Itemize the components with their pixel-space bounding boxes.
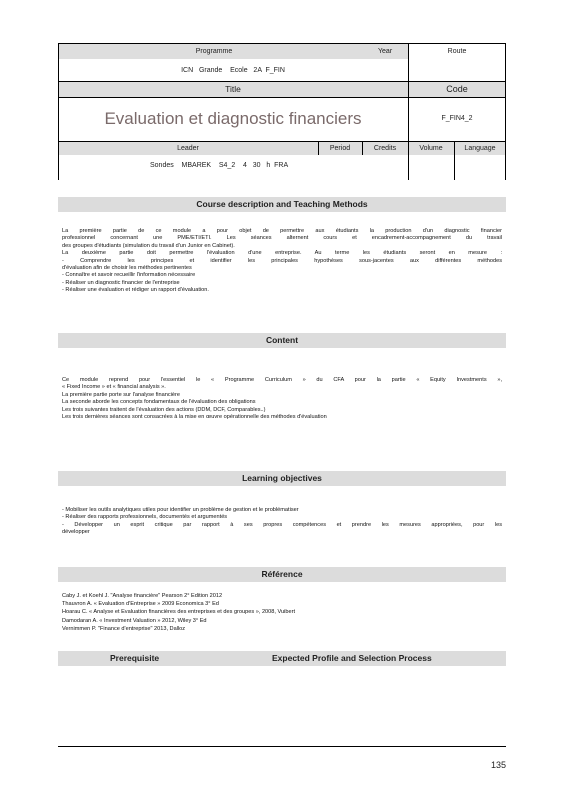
leader-label: Leader xyxy=(58,142,318,155)
section-heading-reference: Référence xyxy=(58,567,506,582)
course-title: Evaluation et diagnostic financiers xyxy=(104,109,362,128)
table-divider xyxy=(58,81,506,82)
text-line: Damodaran A. « Investment Valuation » 2012, Wiley 3° Ed xyxy=(62,617,207,624)
table-top-border xyxy=(58,43,506,44)
text-line: - Mobiliser les outils analytiques utiles pour identifier un problème de gestion et le problématiser xyxy=(62,507,299,513)
table-divider xyxy=(362,141,363,155)
code-label: Code xyxy=(408,81,506,97)
expected-profile-heading: Expected Profile and Selection Process xyxy=(272,653,432,663)
text-line: - Réaliser un diagnostic financier de l'entreprise xyxy=(62,279,180,286)
table-divider xyxy=(454,141,455,180)
table-left-border xyxy=(58,43,59,180)
learning-objectives-text xyxy=(62,507,502,537)
prerequisite-heading: Prerequisite xyxy=(110,653,160,663)
text-line: professionnel concernant une PME/ETI/ETI. Les séances alternent cours et encadrement-accompagnement du travail xyxy=(62,235,502,242)
text-line: Caby J. et Koehl J. "Analyse financière" Pearson 2° Edition 2012 xyxy=(62,593,223,599)
code-value: F_FIN4_2 xyxy=(441,115,473,122)
text-line: La seconde aborde les concepts fondamentaux de l'évaluation des obligations xyxy=(62,399,256,406)
section-heading-content: Content xyxy=(58,333,506,348)
credits-label: Credits xyxy=(362,142,408,155)
programme-label: Programme xyxy=(58,44,370,59)
volume-label: Volume xyxy=(408,142,454,155)
text-line: Ce module reprend pour l'essentiel le « Programme Curriculum » du CFA pour la partie « Equity Investments », xyxy=(62,377,502,383)
text-line: Thauvron A. « Evaluation d'Entreprise » 2009 Economica 3° Ed xyxy=(62,601,219,608)
footer-rule xyxy=(58,746,506,747)
language-label: Language xyxy=(454,142,506,155)
text-line: - Connaître et savoir recueillir l'information nécessaire xyxy=(62,272,196,279)
text-line: d'évaluation afin de choisir les méthodes pertinentes xyxy=(62,265,192,272)
text-line: - Comprendre les principes et identifier les principales hypothèses sous-jacentes aux différentes méthodes xyxy=(62,257,502,264)
text-line: Hoarau C. « Analyse et Evaluation financières des entreprises et des groupes », 2008, Vuibert xyxy=(62,609,296,616)
table-divider xyxy=(408,43,409,180)
period-label: Period xyxy=(318,142,362,155)
text-line: La première partie de ce module a pour objet de permettre aux étudiants la production d'un diagnostic financier xyxy=(62,228,502,234)
section-heading-learning-objectives: Learning objectives xyxy=(58,471,506,486)
route-label: Route xyxy=(447,48,467,55)
prerequisite-profile-bar xyxy=(58,651,506,666)
course-description-text xyxy=(62,228,502,295)
content-text xyxy=(62,377,502,421)
table-right-border xyxy=(505,43,506,180)
title-label: Title xyxy=(58,81,408,97)
table-divider xyxy=(58,141,506,142)
year-label: Year xyxy=(370,44,408,59)
text-line: des groupes d'étudiants (simulation du travail d'un Junior en Cabinet). xyxy=(62,242,235,249)
leader-value: Sondes MBAREK S4_2 4 30 h FRA xyxy=(150,162,289,169)
text-line: La deuxième partie doit permettre l'évaluation d'une entreprise. Au terme les étudiants seront en mesure : xyxy=(62,250,502,257)
page-number: 135 xyxy=(490,760,506,770)
text-line: La première partie porte sur l'analyse financière xyxy=(62,391,180,398)
programme-value: ICN Grande Ecole 2A F_FIN xyxy=(181,67,285,74)
text-line: développer xyxy=(62,529,90,536)
text-line: Les trois suivantes traitent de l'évaluation des actions (DDM, DCF, Comparables..) xyxy=(62,406,266,413)
text-line: - Réaliser des rapports professionnels, documentés et argumentés xyxy=(62,514,228,521)
text-line: Vernimmen P. "Finance d'entreprise" 2013, Dalloz xyxy=(62,625,186,632)
text-line: - Développer un esprit critique par rapport à ses propres compétences et prendre les mesures appropriées, pour les xyxy=(62,521,502,528)
text-line: Les trois dernières séances sont consacrées à la mise en œuvre opérationnelle des méthodes d'évaluation xyxy=(62,414,327,421)
text-line: - Réaliser une évaluation et rédiger un rapport d'évaluation. xyxy=(62,287,209,294)
table-divider xyxy=(318,141,319,155)
table-divider xyxy=(58,97,506,98)
reference-text xyxy=(62,592,502,633)
text-line: « Fixed Income » et « financial analysis ». xyxy=(62,384,166,391)
section-heading-course-description: Course description and Teaching Methods xyxy=(58,197,506,212)
